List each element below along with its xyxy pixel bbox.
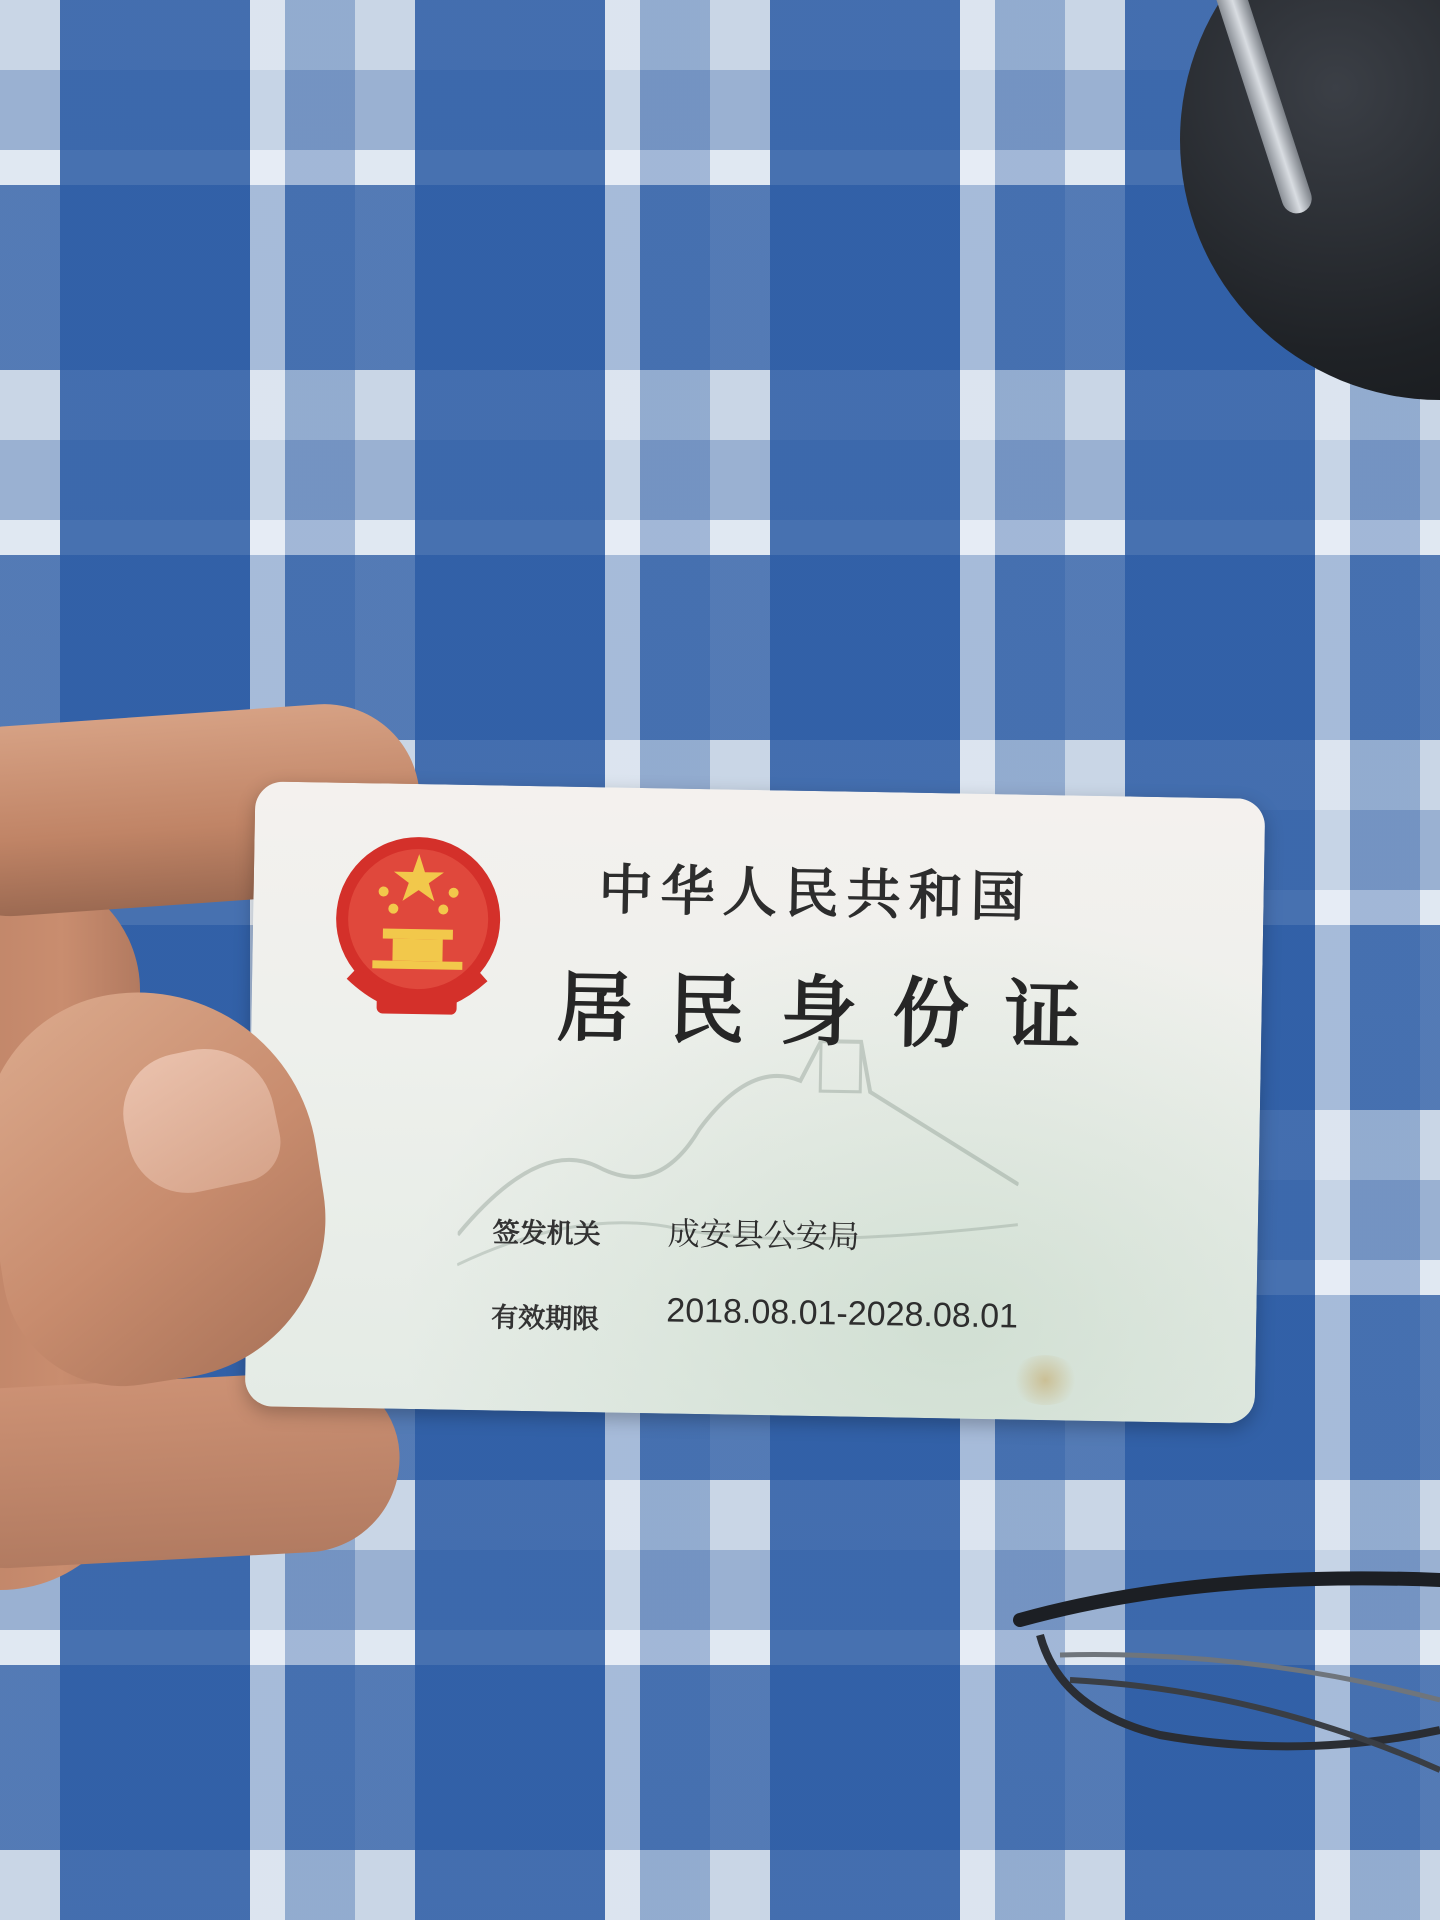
issuer-label: 签发机关 [492, 1217, 601, 1251]
validity-label: 有效期限 [490, 1302, 600, 1336]
national-emblem-icon [331, 833, 504, 1021]
card-title: 居民身份证 [555, 962, 1118, 1062]
card-stain [1010, 1354, 1081, 1405]
dark-round-object [1180, 0, 1440, 400]
id-card-back [245, 781, 1266, 1424]
country-title: 中华人民共和国 [598, 857, 1034, 929]
issuer-value: 成安县公安局 [667, 1214, 861, 1256]
eyeglasses [1000, 1560, 1440, 1860]
validity-value: 2018.08.01-2028.08.01 [666, 1291, 1019, 1336]
